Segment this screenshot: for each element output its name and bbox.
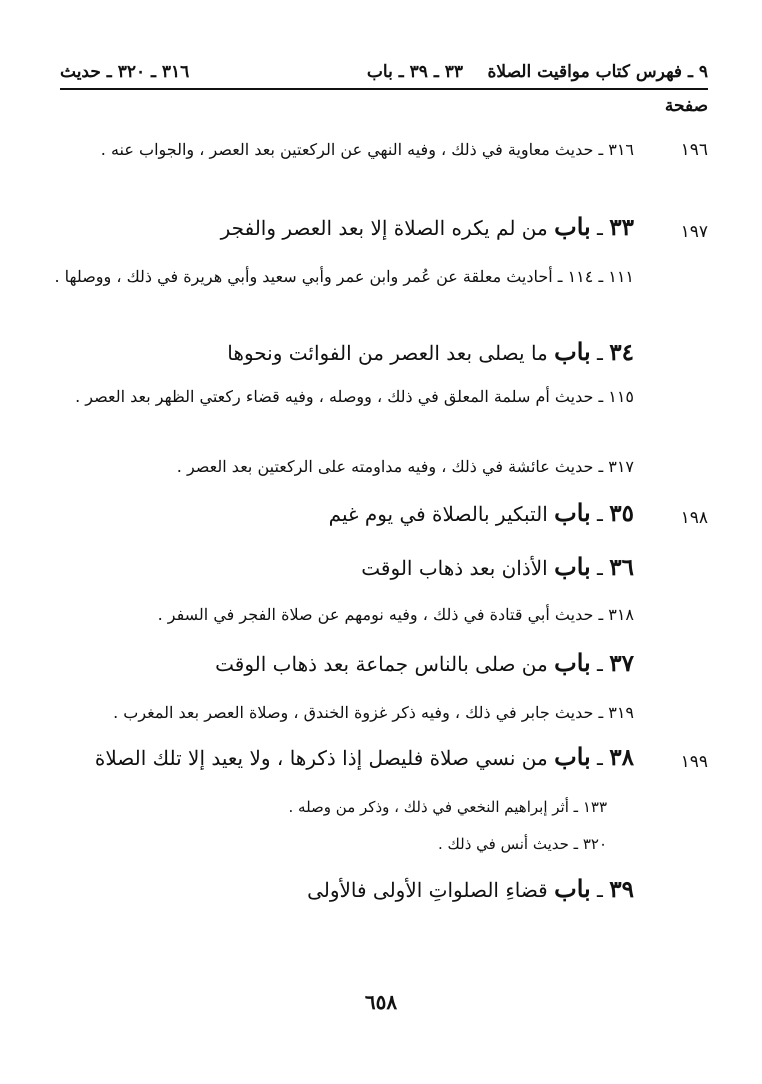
bab-39-heading: ٣٩ ـ باب قضاءِ الصلواتِ الأولى فالأولى (307, 874, 634, 903)
header-chapter-title: ٩ ـ فهرس كتاب مواقيت الصلاة (487, 62, 708, 82)
bab-title: ما يصلى بعد العصر من الفوائت ونحوها (227, 341, 548, 365)
index-entry-133: ١٣٣ ـ أثر إبراهيم النخعي في ذلك ، وذكر من وصله . (288, 798, 607, 816)
page-number-196: ١٩٦ (680, 140, 708, 160)
page-number-198: ١٩٨ (680, 508, 708, 528)
bab-number: ٣٦ (609, 554, 634, 581)
page-column-label: صفحة (664, 96, 708, 116)
bab-number: ٣٩ (609, 876, 634, 903)
page-number-197: ١٩٧ (680, 222, 708, 242)
bab-37-heading: ٣٧ ـ باب من صلى بالناس جماعة بعد ذهاب الوقت (215, 648, 634, 677)
bab-number: ٣٧ (609, 650, 634, 677)
bab-38-heading: ٣٨ ـ باب من نسي صلاة فليصل إذا ذكرها ، ولا يعيد إلا تلك الصلاة (94, 742, 634, 771)
bab-word: باب (554, 552, 591, 581)
index-entry-115: ١١٥ ـ حديث أم سلمة المعلق في ذلك ، ووصله ، وفيه قضاء ركعتي الظهر بعد العصر . (75, 387, 634, 406)
bab-35-heading: ٣٥ ـ باب التبكير بالصلاة في يوم غيم (328, 498, 634, 527)
bab-title: الأذان بعد ذهاب الوقت (361, 556, 548, 580)
bab-34-heading: ٣٤ ـ باب ما يصلى بعد العصر من الفوائت ونحوها (227, 337, 634, 366)
bab-title: التبكير بالصلاة في يوم غيم (328, 502, 548, 526)
bab-number: ٣٨ (609, 744, 634, 771)
index-entry-318: ٣١٨ ـ حديث أبي قتادة في ذلك ، وفيه نومهم عن صلاة الفجر في السفر . (157, 605, 634, 624)
bab-word: باب (554, 648, 591, 677)
bab-word: باب (554, 337, 591, 366)
bab-title: من نسي صلاة فليصل إذا ذكرها ، ولا يعيد إلا تلك الصلاة (94, 746, 548, 770)
index-entry-316: ٣١٦ ـ حديث معاوية في ذلك ، وفيه النهي عن الركعتين بعد العصر ، والجواب عنه . (100, 140, 634, 159)
bab-number: ٣٤ (609, 339, 634, 366)
header-hadith-range: ٣١٦ ـ ٣٢٠ ـ حديث (60, 62, 190, 82)
page-number-199: ١٩٩ (680, 752, 708, 772)
index-entry-111-114: ١١١ ـ ١١٤ ـ أحاديث معلقة عن عُمر وابن عمر وأبي سعيد وأبي هريرة في ذلك ، ووصلها . (54, 267, 634, 286)
bab-title: من لم يكره الصلاة إلا بعد العصر والفجر (220, 216, 548, 240)
bab-word: باب (554, 742, 591, 771)
bab-word: باب (554, 498, 591, 527)
index-entry-319: ٣١٩ ـ حديث جابر في ذلك ، وفيه ذكر غزوة الخندق ، وصلاة العصر بعد المغرب . (113, 703, 634, 722)
header-bab-range: ٣٣ ـ ٣٩ ـ باب (366, 62, 463, 82)
index-entry-320: ٣٢٠ ـ حديث أنس في ذلك . (437, 835, 607, 853)
bab-word: باب (554, 874, 591, 903)
bab-33-heading: ٣٣ ـ باب من لم يكره الصلاة إلا بعد العصر والفجر (220, 212, 634, 241)
bab-title: قضاءِ الصلواتِ الأولى فالأولى (307, 878, 548, 902)
bab-word: باب (554, 212, 591, 241)
bab-number: ٣٥ (609, 500, 634, 527)
bab-36-heading: ٣٦ ـ باب الأذان بعد ذهاب الوقت (361, 552, 634, 581)
bab-number: ٣٣ (609, 214, 634, 241)
footer-page-number: ٦٥٨ (364, 990, 398, 1014)
bab-title: من صلى بالناس جماعة بعد ذهاب الوقت (215, 652, 548, 676)
index-entry-317: ٣١٧ ـ حديث عائشة في ذلك ، وفيه مداومته على الركعتين بعد العصر . (176, 457, 634, 476)
running-header (60, 58, 708, 90)
